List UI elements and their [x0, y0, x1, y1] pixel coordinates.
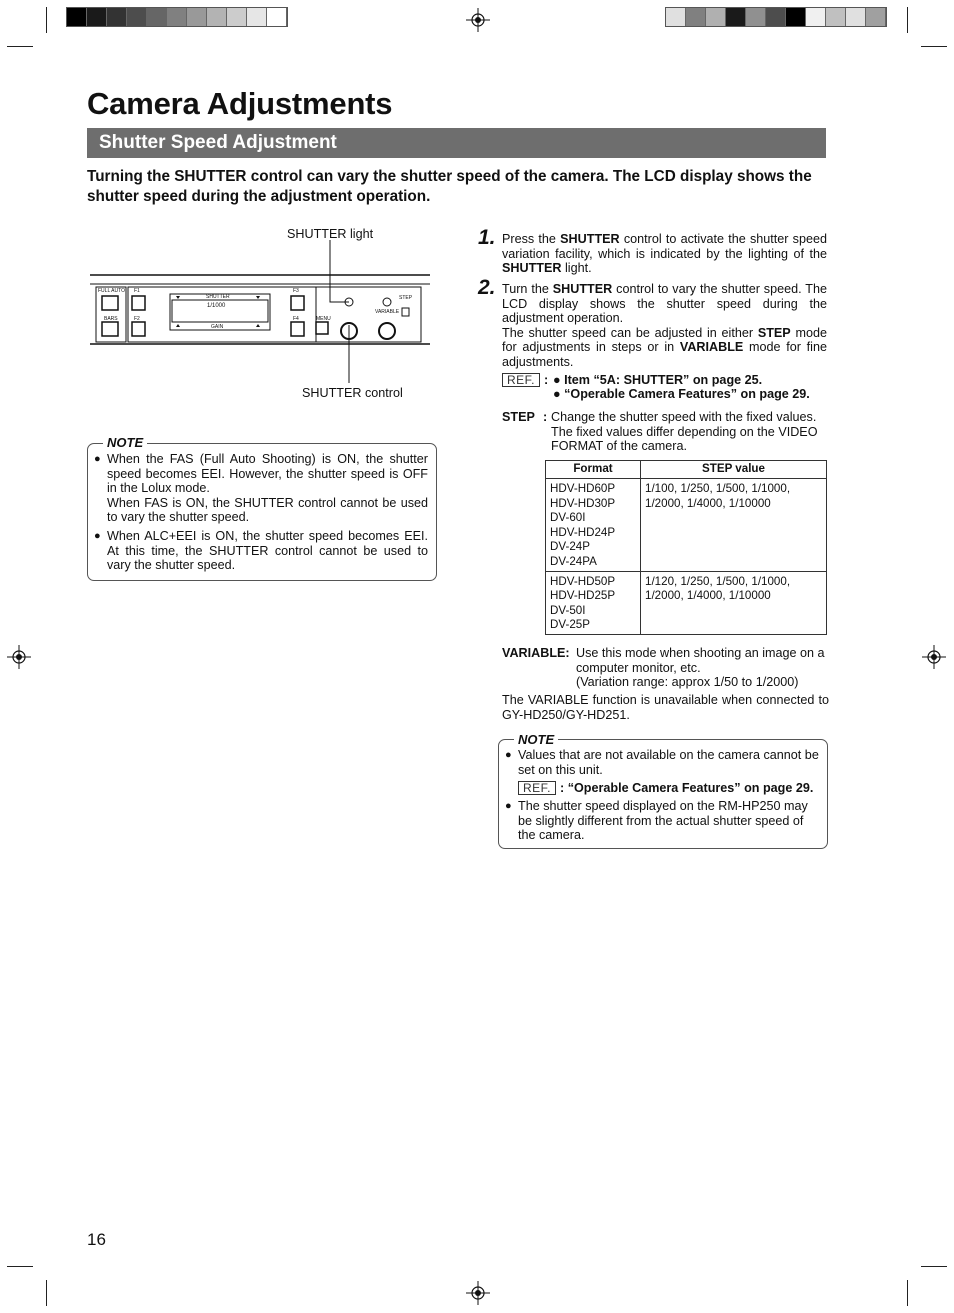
section-header — [87, 128, 826, 158]
step-number: 1. — [478, 226, 496, 249]
cell-line: HDV-HD25P — [550, 589, 616, 603]
color-swatch — [826, 8, 846, 26]
bullet-icon: ● — [505, 800, 512, 812]
format-cell — [546, 571, 641, 634]
reference-block — [518, 781, 828, 796]
note-item-text: Values that are not available on the camera cannot be set on this unit. — [518, 748, 819, 777]
color-swatch — [227, 8, 247, 26]
cell-line: 1/2000, 1/4000, 1/10000 — [645, 589, 771, 603]
registration-mark-icon — [466, 8, 490, 32]
panel-label-f3: F3 — [293, 288, 299, 294]
table-row — [546, 571, 827, 634]
color-swatch — [87, 8, 107, 26]
note-item — [94, 529, 428, 573]
cell-line: 1/100, 1/250, 1/500, 1/1000, — [645, 482, 791, 495]
color-swatch — [167, 8, 187, 26]
reference-text: “Operable Camera Features” on page 29. — [564, 387, 810, 401]
page-number: 16 — [87, 1230, 106, 1249]
reference-link[interactable]: ● “Operable Camera Features” on page 29. — [553, 387, 810, 401]
step-description: Change the shutter speed with the fixed values. The fixed values differ depending on the VIDEO FORMAT of the camera. — [551, 410, 818, 454]
note-item-text: When the FAS (Full Auto Shooting) is ON, the shutter speed becomes EEI. However, the shutter speed is OFF in the Lolux mode. — [107, 452, 428, 496]
text: Turn the — [502, 282, 553, 296]
color-bar-right — [665, 7, 887, 27]
panel-lcd-value: 1/1000 — [207, 303, 226, 309]
page-title: Camera Adjustments — [87, 86, 393, 121]
color-swatch — [67, 8, 87, 26]
panel-label-variable: VARIABLE — [375, 309, 400, 315]
lead-paragraph: Turning the SHUTTER control can vary the shutter speed of the camera. The LCD display shows the shutter speed during the adjustment operation. — [87, 168, 812, 205]
ref-badge: REF. — [502, 373, 540, 387]
value-cell — [641, 479, 827, 572]
cell-line: DV-50I — [550, 603, 586, 617]
color-bar-left — [66, 7, 288, 27]
text: mode for fine adjustments. — [502, 340, 827, 369]
color-swatch — [666, 8, 686, 26]
variable-description — [576, 646, 829, 690]
figure-label-shutter-control: SHUTTER control — [302, 386, 403, 400]
text: light. — [561, 261, 592, 276]
color-swatch — [726, 8, 746, 26]
cell-line: DV-24PA — [550, 554, 597, 568]
cell-line: HDV-HD30P — [550, 496, 616, 510]
panel-label-gain: GAIN — [211, 324, 224, 330]
note-item-text: The shutter speed displayed on the RM-HP250 may be slightly different from the actual shutter speed of the camera. — [518, 799, 808, 843]
note-title: NOTE — [103, 435, 147, 450]
color-swatch — [686, 8, 706, 26]
crop-mark — [7, 1266, 33, 1267]
cell-line: DV-60I — [550, 511, 586, 525]
crop-mark — [921, 1266, 947, 1267]
section-title: Shutter Speed Adjustment — [99, 132, 337, 153]
cell-line: DV-25P — [550, 618, 590, 632]
step-colon — [543, 410, 547, 425]
text: VARIABLE: — [502, 646, 570, 660]
step-1-text — [502, 232, 827, 276]
panel-label-menu: MENU — [316, 316, 331, 322]
note-item — [505, 799, 819, 843]
bold-text: VARIABLE — [679, 340, 744, 355]
panel-label-f1: F1 — [134, 288, 140, 294]
step-value-table — [545, 460, 827, 635]
color-swatch — [866, 8, 886, 26]
panel-label-f2: F2 — [134, 316, 140, 322]
text: The shutter speed can be adjusted in either — [502, 325, 758, 340]
note-title: NOTE — [514, 732, 558, 747]
crop-mark — [921, 46, 947, 47]
text: mode for adjustments in steps or in — [502, 325, 827, 355]
color-swatch — [187, 8, 207, 26]
text: : — [560, 781, 565, 795]
color-swatch — [127, 8, 147, 26]
format-cell — [546, 479, 641, 572]
bold-text: SHUTTER — [560, 232, 620, 246]
panel-label-bars: BARS — [104, 316, 118, 322]
table-row — [546, 479, 827, 572]
color-swatch — [766, 8, 786, 26]
variable-label — [502, 646, 570, 661]
color-swatch — [786, 8, 806, 26]
color-swatch — [147, 8, 167, 26]
cell-line: 1/120, 1/250, 1/500, 1/1000, — [645, 574, 791, 588]
step-2-text — [502, 282, 827, 370]
color-swatch — [746, 8, 766, 26]
text: Use this mode when shooting an image on a computer monitor, etc. — [576, 646, 825, 675]
color-swatch — [806, 8, 826, 26]
bold-text: STEP — [757, 325, 791, 340]
figure-label-shutter-light: SHUTTER light — [287, 227, 374, 241]
step-number: 2. — [478, 276, 496, 299]
reference-link[interactable]: “Operable Camera Features” on page 29. — [567, 781, 814, 795]
ref-badge: REF. — [518, 781, 556, 795]
registration-mark-icon — [466, 1281, 490, 1305]
color-swatch — [267, 8, 287, 26]
bullet-icon: ● — [94, 530, 101, 542]
variable-unavailable-text: The VARIABLE function is unavailable when connected to GY-HD250/GY-HD251. — [502, 693, 829, 722]
panel-label-full-auto: FULL AUTO — [98, 288, 125, 294]
reference-link[interactable]: ● Item “5A: SHUTTER” on page 25. — [553, 373, 763, 387]
table-header: Format — [546, 461, 641, 479]
text: : — [544, 373, 549, 387]
bold-text: SHUTTER — [502, 261, 562, 276]
panel-label-shutter: SHUTTER — [206, 294, 230, 300]
note-item-text: When FAS is ON, the SHUTTER control cannot be used to vary the shutter speed. — [107, 495, 428, 525]
panel-label-step: STEP — [399, 295, 413, 301]
text: STEP — [502, 410, 535, 424]
crop-mark — [907, 7, 908, 33]
text: : — [543, 410, 548, 424]
registration-mark-icon — [7, 645, 31, 669]
registration-mark-icon — [922, 645, 946, 669]
note-item-text: When ALC+EEI is ON, the shutter speed becomes EEI. At this time, the SHUTTER control cannot be used to vary the shutter speed. — [107, 529, 428, 573]
crop-mark — [46, 7, 47, 33]
bold-text: SHUTTER — [552, 282, 613, 296]
color-swatch — [846, 8, 866, 26]
note-item — [94, 452, 428, 525]
bullet-icon: ● — [505, 749, 512, 761]
note-item — [505, 748, 819, 777]
step-label — [502, 410, 535, 425]
reference-text: Item “5A: SHUTTER” on page 25. — [564, 373, 763, 387]
text: Press the — [502, 232, 561, 246]
cell-line: HDV-HD60P — [550, 482, 616, 495]
color-swatch — [247, 8, 267, 26]
crop-mark — [907, 1280, 908, 1306]
cell-line: HDV-HD24P — [550, 525, 616, 539]
value-cell — [641, 571, 827, 634]
color-swatch — [107, 8, 127, 26]
bullet-icon: ● — [94, 453, 101, 465]
color-swatch — [706, 8, 726, 26]
crop-mark — [46, 1280, 47, 1306]
text: control to vary the shutter speed. The LCD display shows the shutter speed during the adjustment operation. — [502, 282, 827, 326]
panel-label-f4: F4 — [293, 316, 299, 322]
text: control to activate the shutter speed variation facility, which is indicated by the lighting of the — [502, 232, 827, 261]
cell-line: 1/2000, 1/4000, 1/10000 — [645, 496, 771, 510]
text: (Variation range: approx 1/50 to 1/2000) — [576, 675, 799, 690]
reference-block — [502, 373, 832, 401]
remote-control-panel — [90, 274, 430, 346]
cell-line: HDV-HD50P — [550, 574, 616, 588]
color-swatch — [207, 8, 227, 26]
crop-mark — [7, 46, 33, 47]
cell-line: DV-24P — [550, 540, 590, 554]
table-header: STEP value — [641, 461, 827, 479]
